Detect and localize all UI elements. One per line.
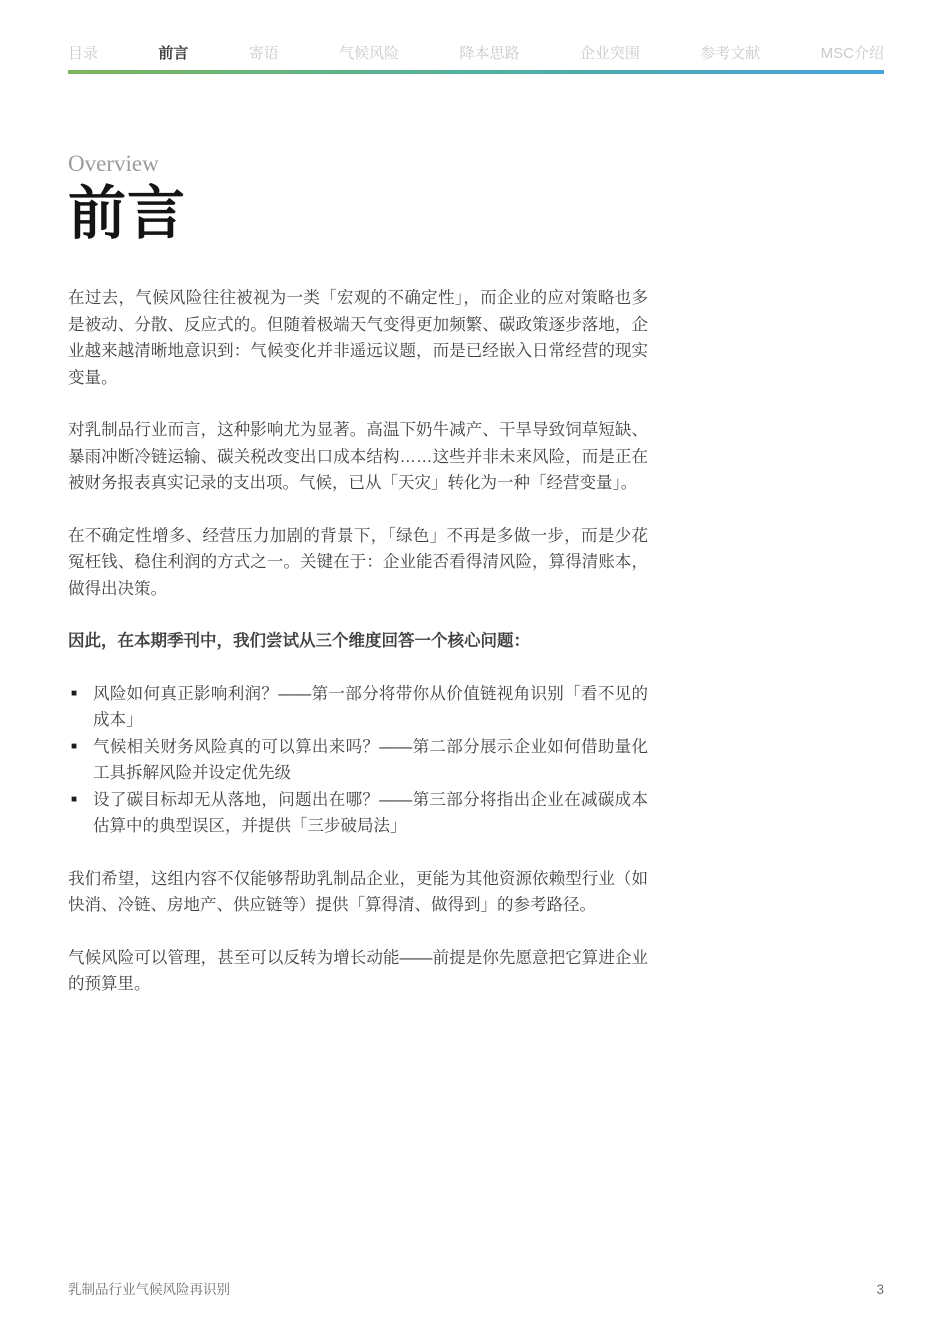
footer-page-number: 3 xyxy=(876,1282,884,1297)
top-navigation xyxy=(68,42,884,63)
paragraph-5: 气候风险可以管理，甚至可以反转为增长动能——前提是你先愿意把它算进企业的预算里。 xyxy=(68,948,648,993)
list-item: ■ 设了碳目标却无从落地，问题出在哪？——第三部分将指出企业在减碳成本估算中的典型误区，并提供「三步破局法」 xyxy=(93,787,648,840)
paragraph-3: 在不确定性增多、经营压力加剧的背景下，「绿色」不再是多做一步，而是少花冤枉钱、稳住利润的方式之一。关键在于：企业能否看得清风险，算得清账本，做得出决策。 xyxy=(68,526,648,598)
nav-item-breakthrough[interactable]: 企业突围 xyxy=(579,45,640,62)
gradient-divider xyxy=(68,70,884,74)
nav-item-climate-risk[interactable]: 气候风险 xyxy=(339,45,400,62)
paragraph-2: 对乳制品行业而言，这种影响尤为显著。高温下奶牛减产、干旱导致饲草短缺、暴雨冲断冷链运输、碳关税改变出口成本结构……这些并非未来风险，而是正在被财务报表真实记录的支出项。气候，已从「天灾」转化为一种「经营变量」。 xyxy=(68,421,648,492)
list-item: ■ 风险如何真正影响利润？——第一部分将带你从价值链视角识别「看不见的成本」 xyxy=(93,681,648,734)
key-questions-list xyxy=(68,681,648,840)
nav-item-references[interactable]: 参考文献 xyxy=(700,45,761,62)
paragraph-4: 我们希望，这组内容不仅能够帮助乳制品企业，更能为其他资源依赖型行业（如快消、冷链、房地产、供应链等）提供「算得清、做得到」的参考路径。 xyxy=(68,869,648,914)
page-title: 前言 xyxy=(68,181,187,246)
section-eyebrow: Overview xyxy=(68,151,159,176)
nav-item-message[interactable]: 寄语 xyxy=(248,45,279,62)
body-text xyxy=(68,285,648,998)
nav-item-foreword[interactable]: 前言 xyxy=(158,45,189,62)
nav-item-msc-intro[interactable]: MSC介绍 xyxy=(820,45,884,62)
nav-item-cost-reduction[interactable]: 降本思路 xyxy=(459,45,520,62)
highlight-statement: 因此，在本期季刊中，我们尝试从三个维度回答一个核心问题： xyxy=(68,632,530,650)
main-content xyxy=(68,150,648,1024)
nav-item-toc[interactable]: 目录 xyxy=(68,45,99,62)
page-footer xyxy=(68,1278,884,1298)
list-item: ■ 气候相关财务风险真的可以算出来吗？——第二部分展示企业如何借助量化工具拆解风险并设定优先级 xyxy=(93,734,648,787)
paragraph-1: 在过去，气候风险往往被视为一类「宏观的不确定性」，而企业的应对策略也多是被动、分散、反应式的。但随着极端天气变得更加频繁、碳政策逐步落地，企业越来越清晰地意识到：气候变化并非遥远议题，而是已经嵌入日常经营的现实变量。 xyxy=(68,289,648,387)
footer-doc-title: 乳制品行业气候风险再识别 xyxy=(68,1282,230,1297)
